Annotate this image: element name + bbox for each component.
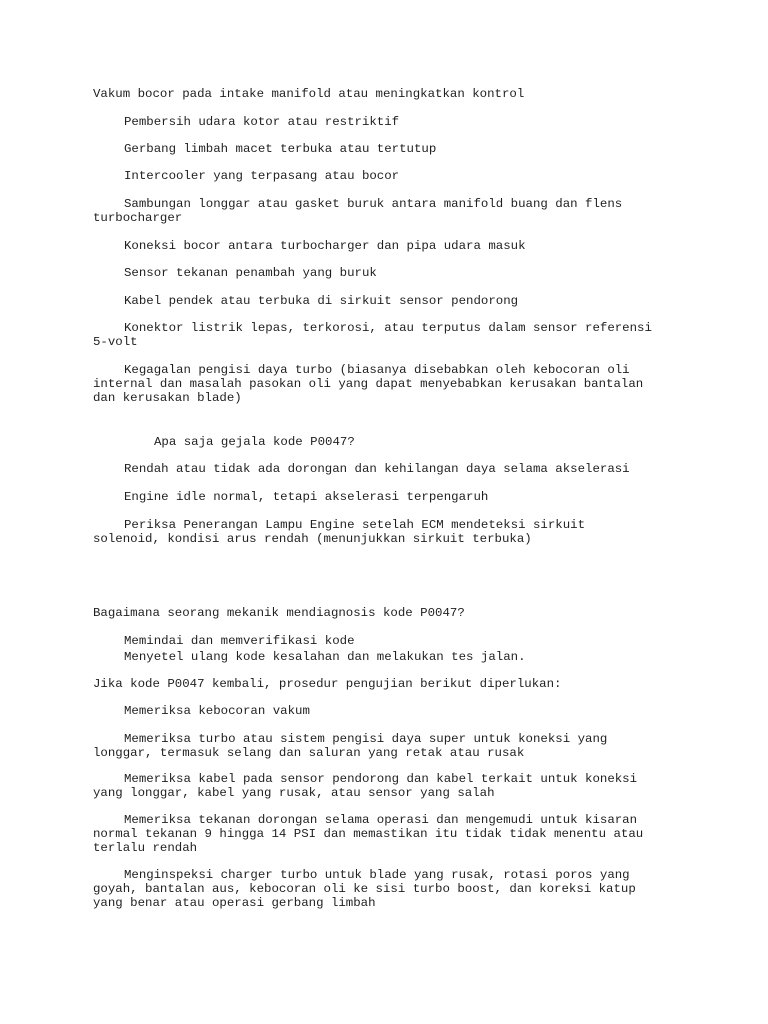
- text-line: Memeriksa kabel pada sensor pendorong dan kabel terkait untuk koneksi: [124, 772, 638, 786]
- text-line: Sensor tekanan penambah yang buruk: [124, 266, 377, 280]
- text-line: Engine idle normal, tetapi akselerasi terpengaruh: [124, 490, 489, 504]
- text-line: longgar, termasuk selang dan saluran yang retak atau rusak: [93, 746, 525, 760]
- text-line: Sambungan longgar atau gasket buruk antara manifold buang dan flens: [124, 197, 623, 211]
- text-line: turbocharger: [93, 211, 183, 225]
- text-line: Koneksi bocor antara turbocharger dan pipa udara masuk: [124, 239, 526, 253]
- text-line: Pembersih udara kotor atau restriktif: [124, 115, 400, 129]
- text-line: yang longgar, kabel yang rusak, atau sensor yang salah: [93, 786, 495, 800]
- text-line: Intercooler yang terpasang atau bocor: [124, 169, 400, 183]
- text-line: Periksa Penerangan Lampu Engine setelah ECM mendeteksi sirkuit: [124, 518, 586, 532]
- text-line: Memeriksa tekanan dorongan selama operasi dan mengemudi untuk kisaran: [124, 813, 638, 827]
- text-line: terlalu rendah: [93, 841, 198, 855]
- text-line: Rendah atau tidak ada dorongan dan kehilangan daya selama akselerasi: [124, 462, 630, 476]
- text-line: Gerbang limbah macet terbuka atau tertutup: [124, 142, 437, 156]
- text-line: 5-volt: [93, 335, 138, 349]
- text-line: Vakum bocor pada intake manifold atau meningkatkan kontrol: [93, 87, 525, 101]
- text-line: solenoid, kondisi arus rendah (menunjukkan sirkuit terbuka): [93, 532, 532, 546]
- text-line: yang benar atau operasi gerbang limbah: [93, 896, 376, 910]
- text-line: Menyetel ulang kode kesalahan dan melakukan tes jalan.: [124, 650, 526, 664]
- section-heading: Bagaimana seorang mekanik mendiagnosis kode P0047?: [93, 606, 465, 620]
- text-line: Jika kode P0047 kembali, prosedur pengujian berikut diperlukan:: [93, 677, 562, 691]
- section-heading: Apa saja gejala kode P0047?: [154, 435, 355, 449]
- text-line: normal tekanan 9 hingga 14 PSI dan memastikan itu tidak tidak menentu atau: [93, 827, 644, 841]
- text-line: goyah, bantalan aus, kebocoran oli ke sisi turbo boost, dan koreksi katup: [93, 882, 636, 896]
- text-line: internal dan masalah pasokan oli yang dapat menyebabkan kerusakan bantalan: [93, 377, 644, 391]
- text-line: dan kerusakan blade): [93, 391, 242, 405]
- text-line: Kabel pendek atau terbuka di sirkuit sensor pendorong: [124, 294, 519, 308]
- text-line: Konektor listrik lepas, terkorosi, atau terputus dalam sensor referensi: [124, 321, 652, 335]
- text-line: Memindai dan memverifikasi kode: [124, 634, 355, 648]
- text-line: Memeriksa turbo atau sistem pengisi daya super untuk koneksi yang: [124, 732, 608, 746]
- text-line: Kegagalan pengisi daya turbo (biasanya disebabkan oleh kebocoran oli: [124, 363, 630, 377]
- text-line: Memeriksa kebocoran vakum: [124, 704, 310, 718]
- text-line: Menginspeksi charger turbo untuk blade yang rusak, rotasi poros yang: [124, 868, 630, 882]
